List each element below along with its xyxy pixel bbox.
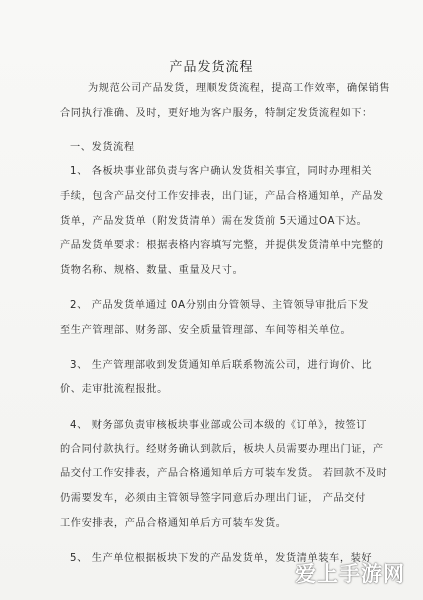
document-title: 产品发货流程 — [169, 60, 254, 75]
section-heading: 一、发货流程 — [70, 142, 135, 153]
item-2-line-1: 2、 产品发货单通过 0A分别由分管领导、主管领导审批后下发 — [70, 300, 370, 311]
intro-line-2: 合同执行准确、及时，更好地为客户服务，特制定发货流程如下： — [60, 108, 373, 119]
item-4-line-3: 品交付工作安排表，产品合格通知单后方可装车发货。 若回款不及时 — [60, 468, 388, 479]
intro-line-1: 为规范公司产品发货，理顺发货流程，提高工作效率，确保销售 — [88, 83, 391, 94]
item-4-line-4: 仍需要发车，必须由主管领导签字同意后办理出门证， 产品交付 — [60, 493, 366, 504]
item-3-line-2: 价、走审批流程报批。 — [60, 384, 168, 395]
item-1-line-5: 货物名称、规格、数量、重量及尺寸。 — [60, 265, 244, 276]
item-5-line-1: 5、 生产单位根据板块下发的产品发货单，发货清单装车，装好 — [70, 553, 373, 564]
item-3-line-1: 3、 生产管理部收到发货通知单后联系物流公司，进行询价、比 — [70, 360, 373, 371]
item-4-line-1: 4、 财务部负责审核板块事业部或公司本级的《订单》，按签订 — [70, 420, 368, 431]
item-4-line-2: 的合同付款执行。经财务确认到款后，板块人员需要办理出门证，产 — [60, 444, 384, 455]
site-watermark: 爱上手游网 — [295, 562, 405, 586]
item-1-line-1: 1、 各板块事业部负责与客户确认发货相关事宜，同时办理相关 — [70, 166, 373, 177]
item-1-line-3: 货单，产品发货单（附发货清单）需在发货前 5天通过OA下达。 — [60, 216, 368, 227]
item-2-line-2: 至生产管理部、财务部、安全质量管理部、车间等相关单位。 — [60, 325, 352, 336]
item-4-line-5: 工作安排表，产品合格通知单后方可装车发货。 — [60, 518, 287, 529]
item-1-line-2: 手续，包含产品交付工作安排表，出门证，产品合格通知单，产品发 — [60, 191, 384, 202]
item-1-line-4: 产品发货单要求：根据表格内容填写完整，并提供发货清单中完整的 — [60, 240, 384, 251]
